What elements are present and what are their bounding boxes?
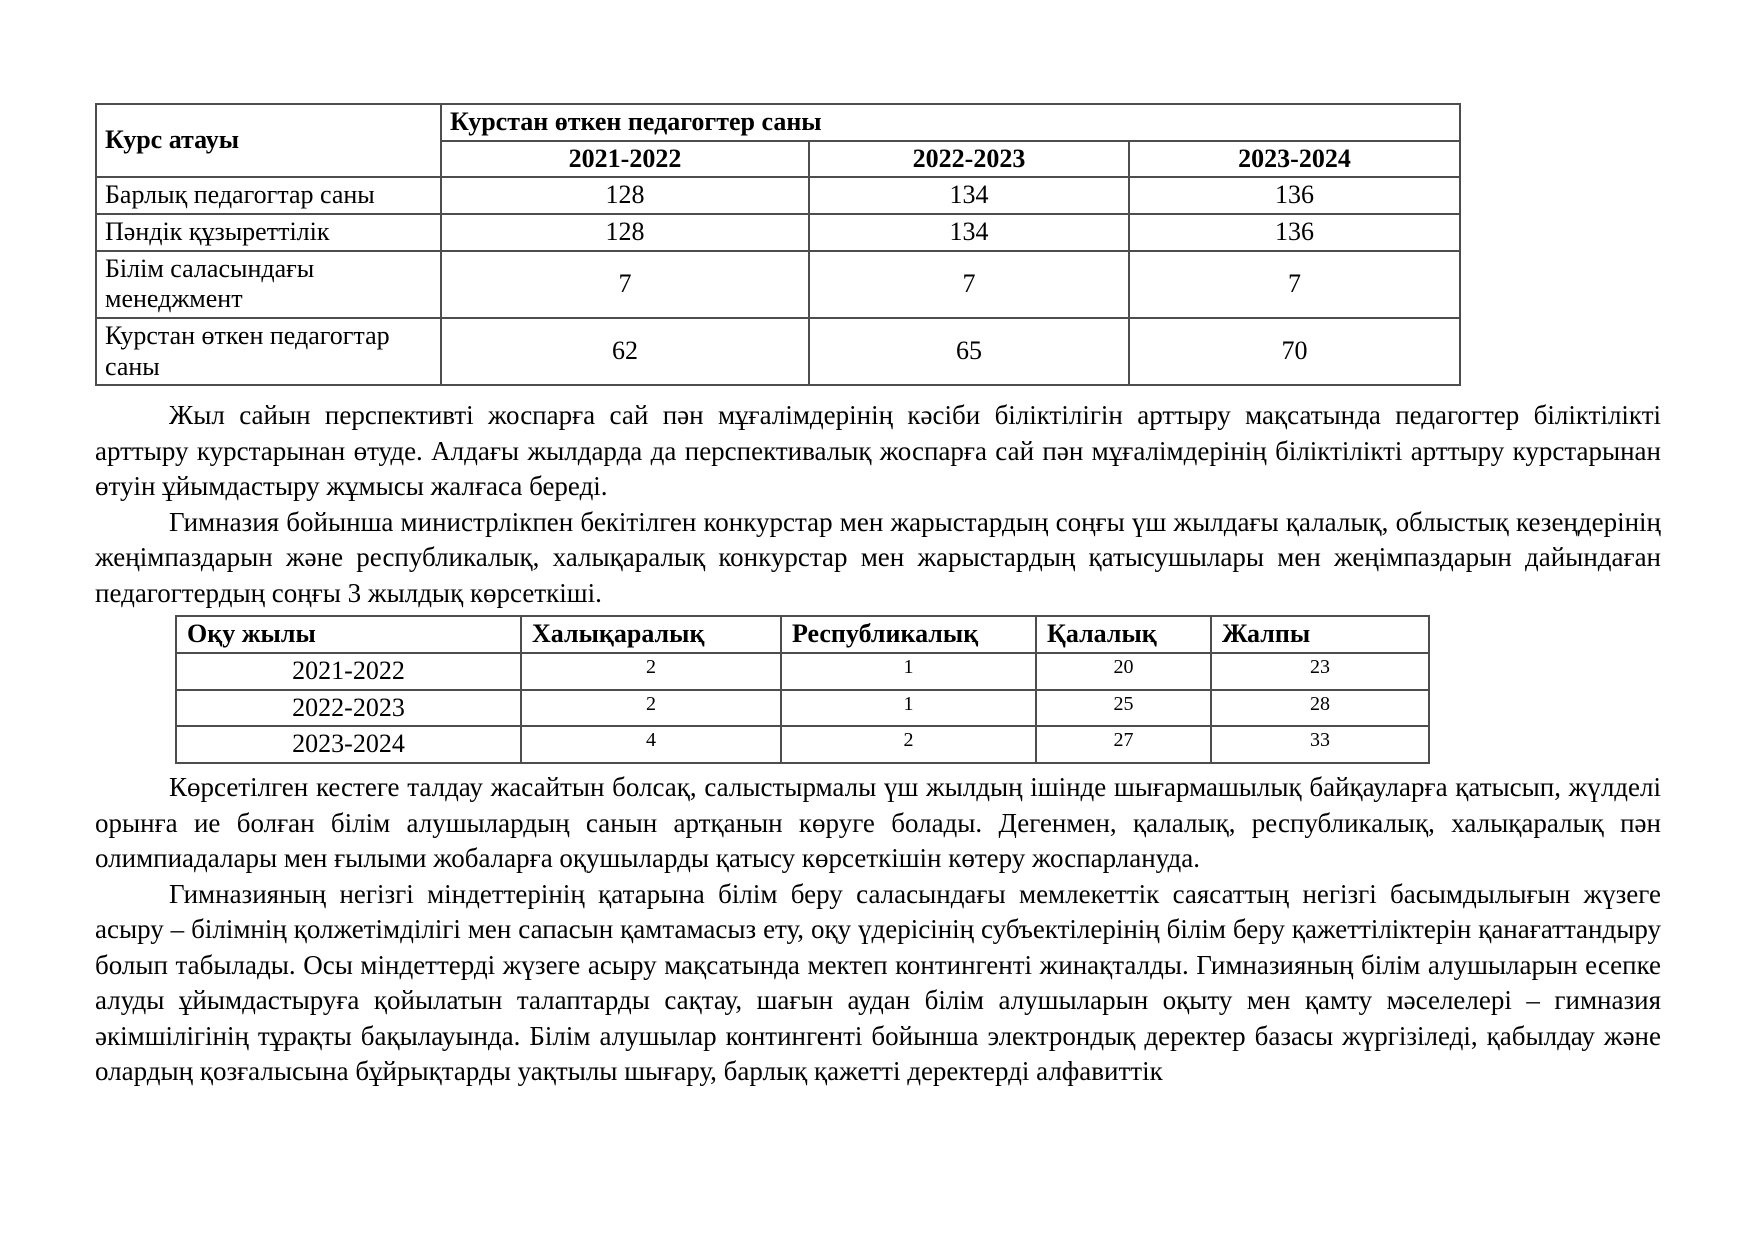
t1-cell: 65 bbox=[809, 318, 1129, 385]
paragraph-courses: Жыл сайын перспективті жоспарға сай пән мұғалімдерінің кәсіби біліктілігін арттыру мақсатында педагогтер біліктілікті арттыру курстарынан өтуде. Алдағы жылдарда да перспективалық жоспарға сай пән мұғалімдерінің біліктілікті арттыру курстарынан өтуін ұйымдастыру жұмысы жалғаса береді. bbox=[95, 400, 1661, 502]
t2-year: 2022-2023 bbox=[176, 690, 521, 727]
t2-cell: 20 bbox=[1036, 653, 1211, 690]
t2-cell: 2 bbox=[521, 653, 781, 690]
t1-cell: 134 bbox=[809, 214, 1129, 251]
t1-year-2023-2024: 2023-2024 bbox=[1129, 141, 1460, 178]
t2-cell: 25 bbox=[1036, 690, 1211, 727]
courses-table bbox=[95, 103, 1461, 386]
paragraph-analysis: Көрсетілген кестеге талдау жасайтын болсақ, салыстырмалы үш жылдың ішінде шығармашылық байқауларға қатысып, жүлделі орынға ие болған білім алушылардың санын артқанын көруге болады. Дегенмен, қалалық, республикалық, халықаралық пән олимпиадалары мен ғылыми жобаларға оқушыларды қатысу көрсеткішін көтеру жоспарлануда. bbox=[95, 772, 1661, 874]
t1-header-course-name: Курс атауы bbox=[96, 104, 441, 177]
t1-cell: 136 bbox=[1129, 177, 1460, 214]
paragraph-contests: Гимназия бойынша министрлікпен бекітілген конкурстар мен жарыстардың соңғы үш жылдағы қалалық, облыстық кезеңдерінің жеңімпаздарын және республикалық, халықаралық конкурстар мен жарыстардың қатысушылары мен жеңімпаздарын дайындаған педагогтердың соңғы 3 жылдық көрсеткіші. bbox=[95, 506, 1661, 608]
t1-year-2022-2023: 2022-2023 bbox=[809, 141, 1129, 178]
table-row bbox=[176, 726, 1429, 763]
document-content bbox=[95, 103, 1661, 1090]
t1-cell: 7 bbox=[1129, 251, 1460, 318]
t2-cell: 1 bbox=[781, 690, 1036, 727]
t1-cell: 128 bbox=[441, 177, 809, 214]
t1-row-label: Барлық педагогтар саны bbox=[96, 177, 441, 214]
t1-cell: 134 bbox=[809, 177, 1129, 214]
t2-cell: 2 bbox=[781, 726, 1036, 763]
t1-year-2021-2022: 2021-2022 bbox=[441, 141, 809, 178]
winners-table bbox=[175, 615, 1430, 764]
t2-header-city: Қалалық bbox=[1036, 616, 1211, 653]
t2-cell: 27 bbox=[1036, 726, 1211, 763]
table-row bbox=[96, 177, 1460, 214]
t2-header-international: Халықаралық bbox=[521, 616, 781, 653]
t1-cell: 7 bbox=[809, 251, 1129, 318]
t1-row-label: Білім саласындағы менеджмент bbox=[96, 251, 441, 318]
t2-year: 2021-2022 bbox=[176, 653, 521, 690]
table-header-row bbox=[176, 616, 1429, 653]
t2-header-school-year: Оқу жылы bbox=[176, 616, 521, 653]
t1-cell: 128 bbox=[441, 214, 809, 251]
t1-row-label: Курстан өткен педагогтар саны bbox=[96, 318, 441, 385]
t2-cell: 33 bbox=[1211, 726, 1429, 763]
t2-header-total: Жалпы bbox=[1211, 616, 1429, 653]
table-row bbox=[96, 251, 1460, 318]
t1-cell: 7 bbox=[441, 251, 809, 318]
table-row bbox=[96, 214, 1460, 251]
table-row bbox=[176, 653, 1429, 690]
paragraph-contingent: Гимназияның негізгі міндеттерінің қатарына білім беру саласындағы мемлекеттік саясаттың негізгі басымдылығын жүзеге асыру – білімнің қолжетімділігі мен сапасын қамтамасыз ету, оқу үдерісінің субъектілерінің білім беру қажеттіліктерін қанағаттандыру болып табылады. Осы міндеттерді жүзеге асыру мақсатында мектеп контингенті жинақталды. Гимназияның білім алушыларын есепке алуды ұйымдастыруға қойылатын талаптарды сақтау, шағын аудан білім алушыларын оқыту мен қамту мәселелері – гимназия әкімшілігінің тұрақты бақылауында. Білім алушылар контингенті бойынша электрондық деректер базасы жүргізіледі, қабылдау және олардың қозғалысына бұйрықтарды уақтылы шығару, барлық қажетті деректерді алфавиттік bbox=[95, 878, 1661, 1087]
t1-row-label: Пәндік құзыреттілік bbox=[96, 214, 441, 251]
t2-cell: 2 bbox=[521, 690, 781, 727]
t2-cell: 23 bbox=[1211, 653, 1429, 690]
t1-cell: 70 bbox=[1129, 318, 1460, 385]
t2-cell: 1 bbox=[781, 653, 1036, 690]
t1-cell: 62 bbox=[441, 318, 809, 385]
t2-cell: 28 bbox=[1211, 690, 1429, 727]
t2-cell: 4 bbox=[521, 726, 781, 763]
table-row bbox=[176, 690, 1429, 727]
t1-header-group: Курстан өткен педагогтер саны bbox=[441, 104, 1460, 141]
table-header-row bbox=[96, 104, 1460, 141]
t1-cell: 136 bbox=[1129, 214, 1460, 251]
t2-header-republican: Республикалық bbox=[781, 616, 1036, 653]
t2-year: 2023-2024 bbox=[176, 726, 521, 763]
table-row bbox=[96, 318, 1460, 385]
